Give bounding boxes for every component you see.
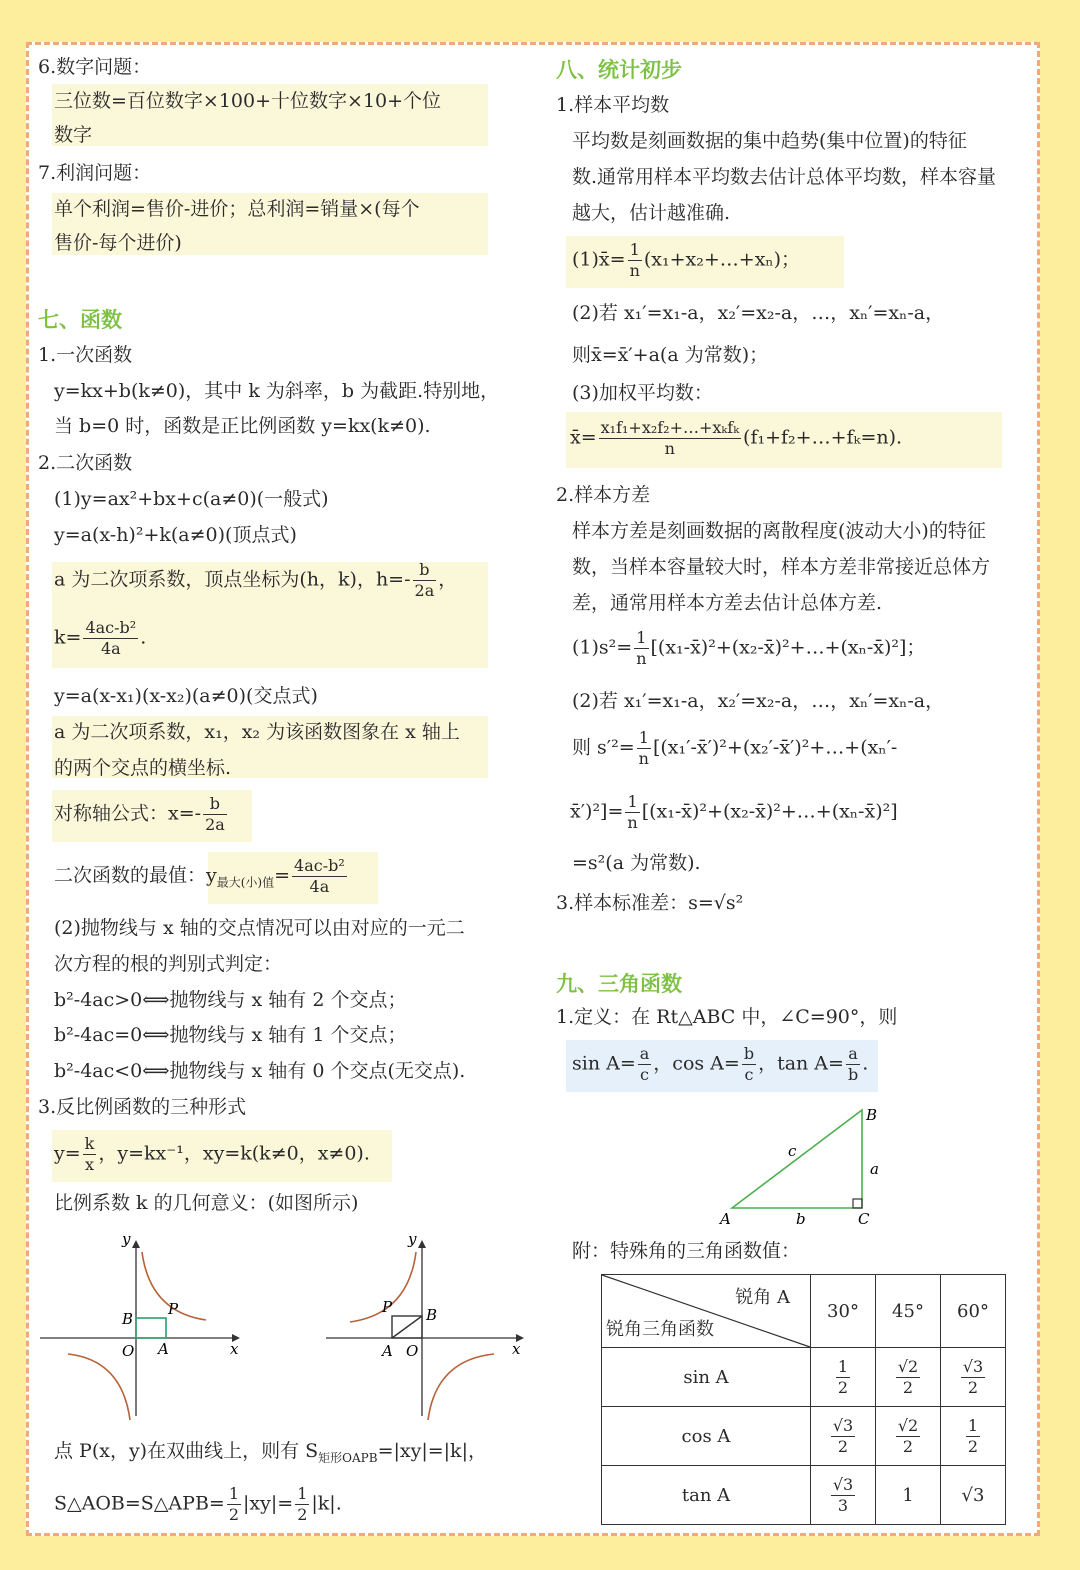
numerator: 1 <box>637 728 651 749</box>
text: [(x₁′-x̄′)²+(x₂′-x̄′)²+…+(xₙ′- <box>652 736 898 759</box>
subsection-title: 3.样本标准差：s=√s² <box>556 892 744 914</box>
fraction <box>83 618 138 659</box>
value-cell <box>811 1466 876 1525</box>
text-line: b²-4ac<0⟺抛物线与 x 轴有 0 个交点(无交点). <box>54 1060 466 1082</box>
point-label-p: P <box>382 1298 393 1316</box>
numerator: b <box>413 560 437 581</box>
vertex-label-c: C <box>858 1210 870 1228</box>
point-label-o: O <box>122 1342 135 1360</box>
text: 二次函数的最值：y <box>54 864 217 887</box>
subsection-title: 3.反比例函数的三种形式 <box>38 1096 247 1118</box>
fraction <box>83 1134 97 1175</box>
value-cell <box>876 1407 941 1466</box>
text: x̄′)²]= <box>570 800 624 823</box>
point-label-a: A <box>382 1342 393 1360</box>
text: (1)s²= <box>572 636 633 659</box>
value-cell: √3 <box>941 1466 1006 1525</box>
text: ，cos A= <box>653 1052 740 1075</box>
text: 对称轴公式：x=- <box>54 802 202 825</box>
side-label-a: a <box>870 1160 879 1178</box>
formula-line: 则x̄=x̄′+a(a 为常数)； <box>572 344 769 366</box>
formula-line: (1)y=ax²+bx+c(a≠0)(一般式) <box>54 488 329 510</box>
denominator: 4a <box>309 877 330 896</box>
table-row <box>602 1466 1006 1525</box>
table-row <box>602 1407 1006 1466</box>
subsection-title: 1.一次函数 <box>38 344 133 366</box>
fraction <box>846 1044 860 1085</box>
denominator: x <box>84 1155 95 1174</box>
numerator: √2 <box>897 1415 919 1435</box>
point-label-o: O <box>406 1342 419 1360</box>
text: . <box>862 1052 869 1075</box>
text: 则 s′²= <box>572 736 635 759</box>
denominator: c <box>640 1065 649 1084</box>
text-line: a 为二次项系数，x₁，x₂ 为该函数图象在 x 轴上 <box>54 721 460 743</box>
function-name-cell: cos A <box>602 1407 811 1466</box>
point-label-b: B <box>122 1310 134 1328</box>
numerator: b <box>743 1044 755 1063</box>
text: 点 P(x，y)在双曲线上，则有 S <box>54 1440 319 1462</box>
text: |xy|= <box>243 1492 294 1515</box>
point-label-a: A <box>158 1340 169 1358</box>
numerator: √2 <box>897 1356 919 1376</box>
vertex-k-formula: k= $\frac{\text{4ac-b²}}{4a}$ . <box>54 618 147 658</box>
text-line: 数.通常用样本平均数去估计总体平均数，样本容量 <box>572 166 997 188</box>
text: k= <box>54 626 82 649</box>
numerator: x₁f₁+x₂f₂+…+xₖfₖ <box>600 418 740 437</box>
text-line: 样本方差是刻画数据的离散程度(波动大小)的特征 <box>572 520 986 542</box>
axis-label-x: x <box>230 1340 239 1358</box>
denominator: n <box>638 749 649 768</box>
table-row <box>602 1348 1006 1407</box>
vertex-label-a: A <box>720 1210 731 1228</box>
side-label-c: c <box>788 1142 797 1160</box>
text-line: 售价-每个进价) <box>54 232 182 254</box>
numerator: b <box>203 794 227 815</box>
denominator: n <box>636 649 647 668</box>
variance-shift-formula-cont <box>570 792 898 833</box>
numerator: √3 <box>832 1474 854 1494</box>
denominator: 2 <box>297 1505 308 1524</box>
text-line: 三位数=百位数字×100+十位数字×10+个位 <box>54 90 442 112</box>
point-label-p: P <box>168 1300 179 1318</box>
text-line: 比例系数 k 的几何意义：(如图所示) <box>54 1192 359 1214</box>
numerator: 1 <box>628 240 642 261</box>
fraction <box>634 628 648 669</box>
text: sin A= <box>572 1052 636 1075</box>
text-line: 数字 <box>54 124 93 146</box>
numerator: √3 <box>832 1415 854 1435</box>
variance-shift-formula <box>572 728 897 769</box>
text: =|xy|=|k|， <box>377 1440 487 1462</box>
numerator: k <box>84 1134 95 1153</box>
text-line: 越大，估计越准确. <box>572 202 731 224</box>
numerator: √3 <box>962 1356 984 1376</box>
weighted-mean-formula <box>570 418 902 459</box>
angle-cell: 60° <box>941 1275 1006 1348</box>
text-line: 的两个交点的横坐标. <box>54 757 232 779</box>
numerator: a <box>639 1044 650 1063</box>
denominator: c <box>744 1065 754 1084</box>
area-formula-1 <box>54 1438 487 1471</box>
numerator: 1 <box>228 1484 240 1503</box>
subsection-title: 1.定义：在 Rt△ABC 中，∠C=90°，则 <box>556 1006 898 1028</box>
value-cell <box>876 1348 941 1407</box>
section-6-title: 6.数字问题： <box>38 56 152 78</box>
axis-label-x: x <box>512 1340 521 1358</box>
appendix-label: 附：特殊角的三角函数值： <box>572 1240 801 1262</box>
header-function-label: 锐角三角函数 <box>606 1319 714 1340</box>
fraction <box>413 560 437 601</box>
text-line: y=kx+b(k≠0)，其中 k 为斜率，b 为截距.特别地， <box>54 380 500 402</box>
numerator: a <box>846 1044 860 1065</box>
subscript: 最大(小)值 <box>216 875 275 890</box>
text: |k|. <box>311 1492 342 1515</box>
text: y= <box>54 1142 81 1165</box>
denominator: n <box>627 813 638 832</box>
formula-line: (2)若 x₁′=x₁-a，x₂′=x₂-a，…，xₙ′=xₙ-a， <box>572 302 945 324</box>
formula-line: y=a(x-h)²+k(a≠0)(顶点式) <box>54 524 297 546</box>
point-label-b: B <box>426 1306 438 1324</box>
text: (x₁+x₂+…+xₙ)； <box>643 248 801 271</box>
axis-formula <box>54 794 229 835</box>
denominator: 2 <box>902 1377 914 1397</box>
value-cell <box>811 1348 876 1407</box>
formula-line: (2)若 x₁′=x₁-a，x₂′=x₂-a，…，xₙ′=xₙ-a， <box>572 690 945 712</box>
fraction <box>295 1484 309 1525</box>
trig-values-table <box>601 1274 1006 1525</box>
formula-line: =s²(a 为常数). <box>572 852 701 874</box>
max-value-formula: 二次函数的最值：$y_{最大(小)值}=$ $\frac{\text{4ac-b²}}{4a}$ <box>54 856 345 896</box>
text: x̄= <box>570 426 597 449</box>
right-triangle <box>716 1100 896 1230</box>
denominator: 2 <box>837 1377 849 1397</box>
fraction <box>227 1484 241 1525</box>
text: (1)x̄= <box>572 248 626 271</box>
fraction <box>628 240 642 281</box>
denominator: 2 <box>967 1377 979 1397</box>
area-formula-2 <box>54 1484 342 1525</box>
text-line: 单个利润=售价-进价；总利润=销量×(每个 <box>54 198 420 220</box>
header-angle-label: 锐角 A <box>735 1287 790 1308</box>
fraction <box>599 418 741 459</box>
denominator: 2a <box>414 581 435 600</box>
heading-trigonometry: 九、三角函数 <box>556 971 682 996</box>
table-header-row <box>602 1275 1006 1348</box>
text: a 为二次项系数，顶点坐标为(h，k)，h=- <box>54 568 411 591</box>
function-name-cell: tan A <box>602 1466 811 1525</box>
denominator: n <box>629 261 640 280</box>
angle-cell: 30° <box>811 1275 876 1348</box>
text: [(x₁-x̄)²+(x₂-x̄)²+…+(xₙ-x̄)²] <box>641 800 898 823</box>
graph-right <box>326 1230 524 1420</box>
numerator: 1 <box>297 1484 308 1503</box>
heading-functions: 七、函数 <box>38 307 122 332</box>
text-line: (2)抛物线与 x 轴的交点情况可以由对应的一元二 <box>54 917 465 939</box>
denominator: 2 <box>902 1436 914 1456</box>
numerator: 1 <box>837 1356 849 1376</box>
text: (f₁+f₂+…+fₖ=n). <box>743 426 903 449</box>
section-7-title: 7.利润问题： <box>38 162 152 184</box>
graph-left <box>40 1230 240 1420</box>
value-cell <box>811 1407 876 1466</box>
angle-cell: 45° <box>876 1275 941 1348</box>
value-cell <box>941 1407 1006 1466</box>
side-label-b: b <box>796 1210 806 1228</box>
numerator: 4ac-b² <box>85 618 137 637</box>
denominator: 2 <box>967 1436 979 1456</box>
text-line: 数，当样本容量较大时，样本方差非常接近总体方 <box>572 556 991 578</box>
function-name-cell: sin A <box>602 1348 811 1407</box>
fraction <box>625 792 639 833</box>
text: ，y=kx⁻¹，xy=k(k≠0，x≠0). <box>98 1142 370 1165</box>
text-line: 平均数是刻画数据的集中趋势(集中位置)的特征 <box>572 130 967 152</box>
numerator: 4ac-b² <box>294 856 345 875</box>
hyperbola-graphs <box>36 1230 521 1420</box>
denominator: 2 <box>837 1436 849 1456</box>
axis-label-y: y <box>408 1230 417 1248</box>
text-line: 当 b=0 时，函数是正比例函数 y=kx(k≠0). <box>54 415 431 437</box>
text: S△AOB=S△APB= <box>54 1492 225 1515</box>
formula-line: (3)加权平均数： <box>572 382 713 404</box>
text: ，tan A= <box>758 1052 844 1075</box>
fraction <box>292 856 347 897</box>
subsection-title: 2.二次函数 <box>38 452 133 474</box>
heading-statistics: 八、统计初步 <box>556 57 682 82</box>
denominator: 2a <box>205 815 225 834</box>
denominator: 4a <box>100 639 121 658</box>
variance-formula <box>572 628 925 669</box>
denominator: 3 <box>837 1495 849 1515</box>
vertex-label-b: B <box>866 1106 878 1124</box>
diagonal-header-cell <box>602 1275 811 1348</box>
numerator: 1 <box>634 628 648 649</box>
value-cell: 1 <box>876 1466 941 1525</box>
trig-definition <box>572 1044 868 1085</box>
value-cell <box>941 1348 1006 1407</box>
subscript: 矩形OAPB <box>318 1450 378 1465</box>
fraction <box>638 1044 652 1085</box>
formula-line: y=a(x-x₁)(x-x₂)(a≠0)(交点式) <box>54 685 318 707</box>
axis-label-y: y <box>122 1230 131 1248</box>
fraction <box>637 728 651 769</box>
text-line: b²-4ac=0⟺抛物线与 x 轴有 1 个交点； <box>54 1024 407 1046</box>
denominator: 2 <box>228 1505 240 1524</box>
inverse-formula <box>54 1134 370 1175</box>
denominator: b <box>847 1065 859 1084</box>
subsection-title: 2.样本方差 <box>556 484 651 506</box>
subsection-title: 1.样本平均数 <box>556 94 670 116</box>
vertex-formula: a 为二次项系数，顶点坐标为(h，k)，h=- $\frac{b}{2a}$ ， <box>54 560 458 600</box>
fraction <box>742 1044 756 1085</box>
text-line: 差，通常用样本方差去估计总体方差. <box>572 592 883 614</box>
fraction <box>203 794 227 835</box>
mean-formula <box>572 240 800 281</box>
numerator: 1 <box>967 1415 979 1435</box>
denominator: n <box>664 439 675 458</box>
text: [(x₁-x̄)²+(x₂-x̄)²+…+(xₙ-x̄)²]； <box>650 636 926 659</box>
text-line: 次方程的根的判别式判定： <box>54 953 283 975</box>
numerator: 1 <box>625 792 639 813</box>
text-line: b²-4ac>0⟺抛物线与 x 轴有 2 个交点； <box>54 989 407 1011</box>
